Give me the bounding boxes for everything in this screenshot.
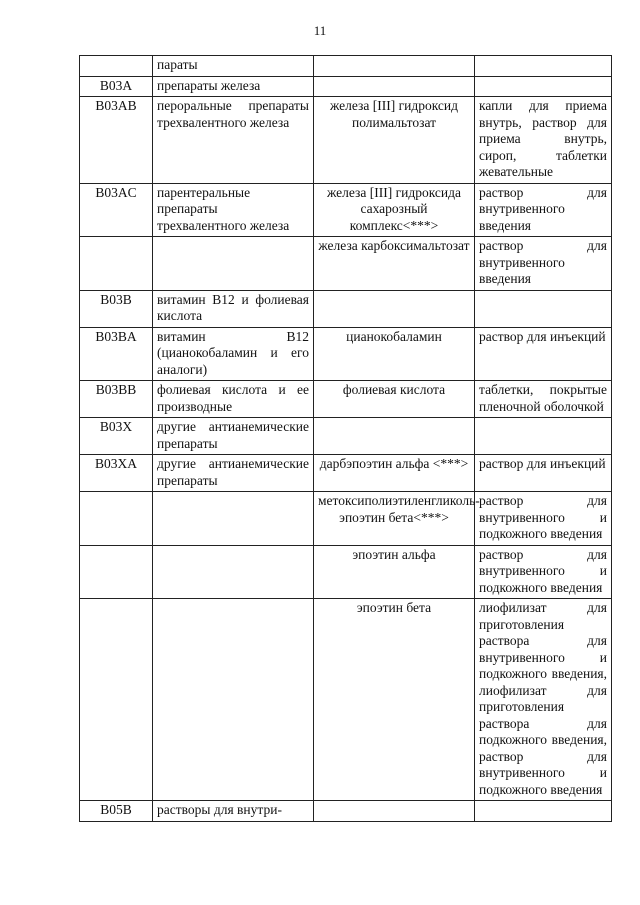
table-row <box>80 76 612 97</box>
drug-name: эпоэтин альфа <box>314 545 475 599</box>
drug-name: цианокобаламин <box>314 327 475 381</box>
table-row <box>80 381 612 418</box>
table-row <box>80 327 612 381</box>
table-row <box>80 455 612 492</box>
dosage-form: раствор для инъекций <box>475 327 612 381</box>
atc-code: B03AC <box>80 183 153 237</box>
dosage-form: раствор для внутривенного и подкожного введения <box>475 545 612 599</box>
atc-group: фолиевая кислота и ее производные <box>153 381 314 418</box>
atc-group: препараты железа <box>153 76 314 97</box>
table-row <box>80 599 612 801</box>
drug-name: метоксиполиэтиленгликоль-эпоэтин бета<***> <box>314 492 475 546</box>
drug-name: железа карбоксимальтозат <box>314 237 475 291</box>
atc-group <box>153 237 314 291</box>
atc-code: B03A <box>80 76 153 97</box>
dosage-form <box>475 76 612 97</box>
table-row <box>80 492 612 546</box>
dosage-form: лиофилизат для приготовления раствора для внутривенного и подкожного введения, лиофилизат для приготовления раствора для подкожного введения, раствор для внутривенного и подкожного введения <box>475 599 612 801</box>
page-number: 11 <box>313 23 327 38</box>
atc-group: другие антианемические препараты <box>153 455 314 492</box>
dosage-form <box>475 290 612 327</box>
table-row <box>80 97 612 184</box>
dosage-form <box>475 801 612 822</box>
atc-group <box>153 599 314 801</box>
drug-name <box>314 56 475 77</box>
drug-name: дарбэпоэтин альфа <***> <box>314 455 475 492</box>
atc-group: витамин B12 (цианокобаламин и его аналоги) <box>153 327 314 381</box>
atc-code: B03X <box>80 418 153 455</box>
table-row <box>80 418 612 455</box>
dosage-form: раствор для внутривенного введения <box>475 237 612 291</box>
drug-table <box>79 55 612 822</box>
atc-group: другие антианемические препараты <box>153 418 314 455</box>
drug-name <box>314 76 475 97</box>
drug-name <box>314 801 475 822</box>
table-row <box>80 801 612 822</box>
atc-code <box>80 545 153 599</box>
drug-name <box>314 290 475 327</box>
dosage-form: раствор для инъекций <box>475 455 612 492</box>
atc-code: B03AB <box>80 97 153 184</box>
dosage-form <box>475 56 612 77</box>
drug-name: эпоэтин бета <box>314 599 475 801</box>
atc-group: параты <box>153 56 314 77</box>
table-row <box>80 183 612 237</box>
atc-group: растворы для внутри- <box>153 801 314 822</box>
atc-code: B03BB <box>80 381 153 418</box>
atc-code <box>80 56 153 77</box>
atc-group <box>153 545 314 599</box>
atc-code: B03XA <box>80 455 153 492</box>
drug-name: фолиевая кислота <box>314 381 475 418</box>
table-row <box>80 545 612 599</box>
atc-code: B03BA <box>80 327 153 381</box>
table-row <box>80 56 612 77</box>
dosage-form: таблетки, покрытые пленочной оболочкой <box>475 381 612 418</box>
atc-group: парентеральные препараты трехвалентного железа <box>153 183 314 237</box>
atc-code: B03B <box>80 290 153 327</box>
atc-code <box>80 599 153 801</box>
dosage-form: капли для приема внутрь, раствор для приема внутрь, сироп, таблетки жевательные <box>475 97 612 184</box>
atc-group <box>153 492 314 546</box>
atc-group: пероральные препараты трехвалентного железа <box>153 97 314 184</box>
atc-code: B05B <box>80 801 153 822</box>
dosage-form: раствор для внутривенного и подкожного введения <box>475 492 612 546</box>
drug-name: железа [III] гидроксид полимальтозат <box>314 97 475 184</box>
drug-name <box>314 418 475 455</box>
atc-group: витамин B12 и фолиевая кислота <box>153 290 314 327</box>
table-row <box>80 290 612 327</box>
atc-code <box>80 492 153 546</box>
dosage-form <box>475 418 612 455</box>
dosage-form: раствор для внутривенного введения <box>475 183 612 237</box>
table-row <box>80 237 612 291</box>
drug-name: железа [III] гидроксида сахарозный комплекс<***> <box>314 183 475 237</box>
atc-code <box>80 237 153 291</box>
